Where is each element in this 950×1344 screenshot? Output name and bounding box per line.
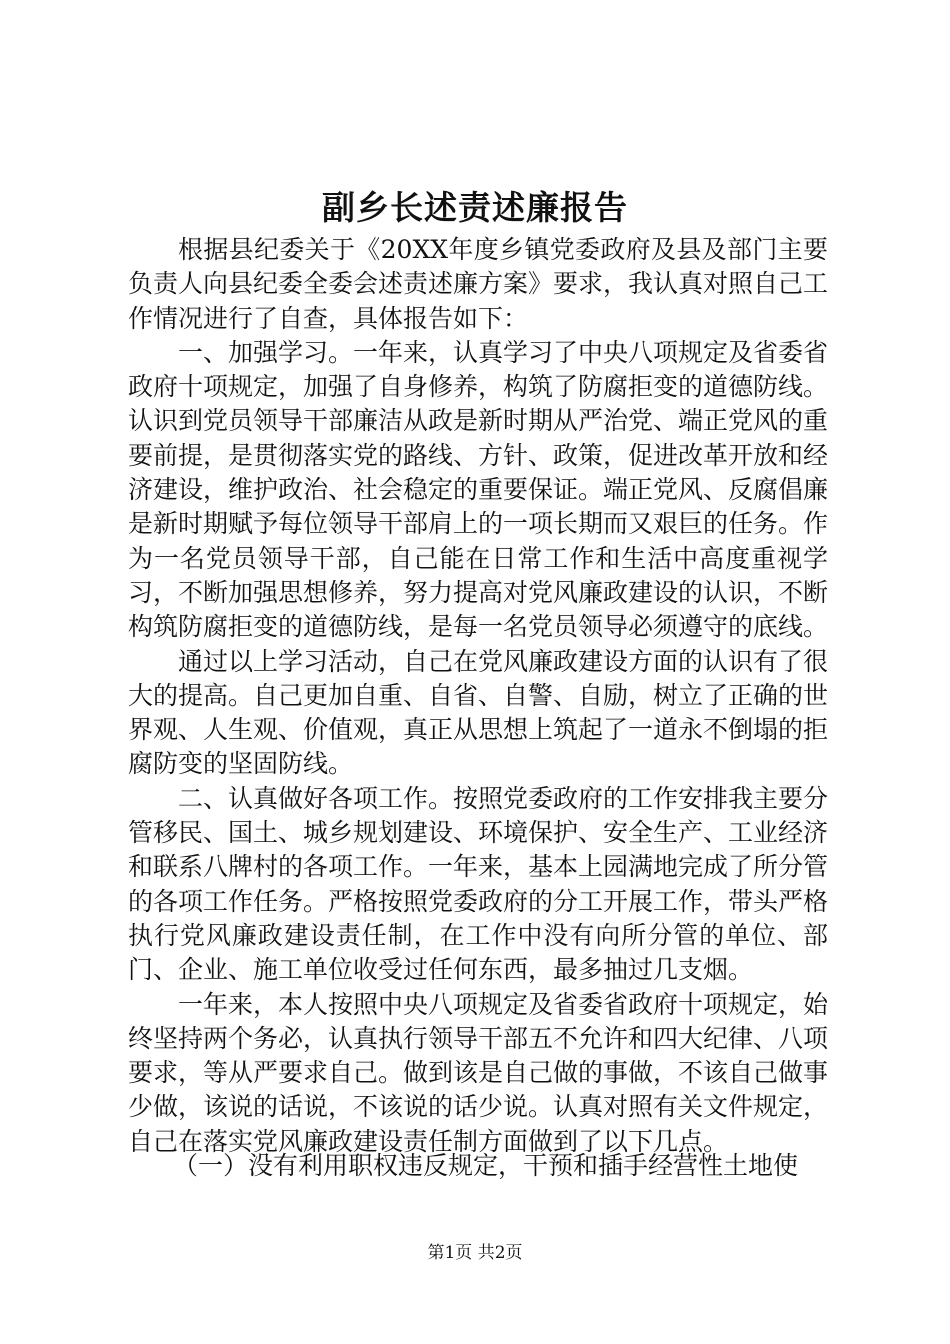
page-footer: 第1页 共2页 [427, 1243, 523, 1263]
document-title: 副乡长述责述廉报告 [322, 188, 628, 227]
sub-item-one: （一）没有利用职权违反规定，干预和插手经营性土地使 [173, 1151, 799, 1180]
paragraph-work: 二、认真做好各项工作。按照党委政府的工作安排我主要分管移民、国土、城乡规划建设、环境保护、安全生产、工业经济和联系八牌村的各项工作。一年来，基本上园满地完成了所分管的各项工作任务。严格按照党委政府的分工开展工作，带头严格执行党风廉政建设责任制，在工作中没有向所分管的单位、部门、企业、施工单位收受过任何东西，最多抽过几支烟。 [128, 783, 829, 985]
document-body [128, 233, 828, 1159]
paragraph-study: 一、加强学习。一年来，认真学习了中央八项规定及省委省政府十项规定，加强了自身修养，构筑了防腐拒变的道德防线。认识到党员领导干部廉洁从政是新时期从严治党、端正党风的重要前提，是贯彻落实党的路线、方针、政策，促进改革开放和经济建设，维护政治、社会稳定的重要保证。端正党风、反腐倡廉是新时期赋予每位领导干部肩上的一项长期而又艰巨的任务。作为一名党员领导干部，自己能在日常工作和生活中高度重视学习，不断加强思想修养，努力提高对党风廉政建设的认识，不断构筑防腐拒变的道德防线，是每一名党员领导必须遵守的底线。 [128, 337, 829, 642]
paragraph-study-result: 通过以上学习活动，自己在党风廉政建设方面的认识有了很大的提高。自己更加自重、自省、自警、自励，树立了正确的世界观、人生观、价值观，真正从思想上筑起了一道永不倒塌的拒腐防变的坚固防线。 [128, 646, 829, 779]
paragraph-intro: 根据县纪委关于《20XX年度乡镇党委政府及县及部门主要负责人向县纪委全委会述责述廉方案》要求，我认真对照自己工作情况进行了自查，具体报告如下： [128, 235, 829, 333]
paragraph-discipline: 一年来，本人按照中央八项规定及省委省政府十项规定，始终坚持两个务必，认真执行领导干部五不允许和四大纪律、八项要求，等从严要求自己。做到该是自己做的事做，不该自己做事少做，该说的话说，不该说的话少说。认真对照有关文件规定，自己在落实党风廉政建设责任制方面做到了以下几点。 [128, 989, 829, 1156]
